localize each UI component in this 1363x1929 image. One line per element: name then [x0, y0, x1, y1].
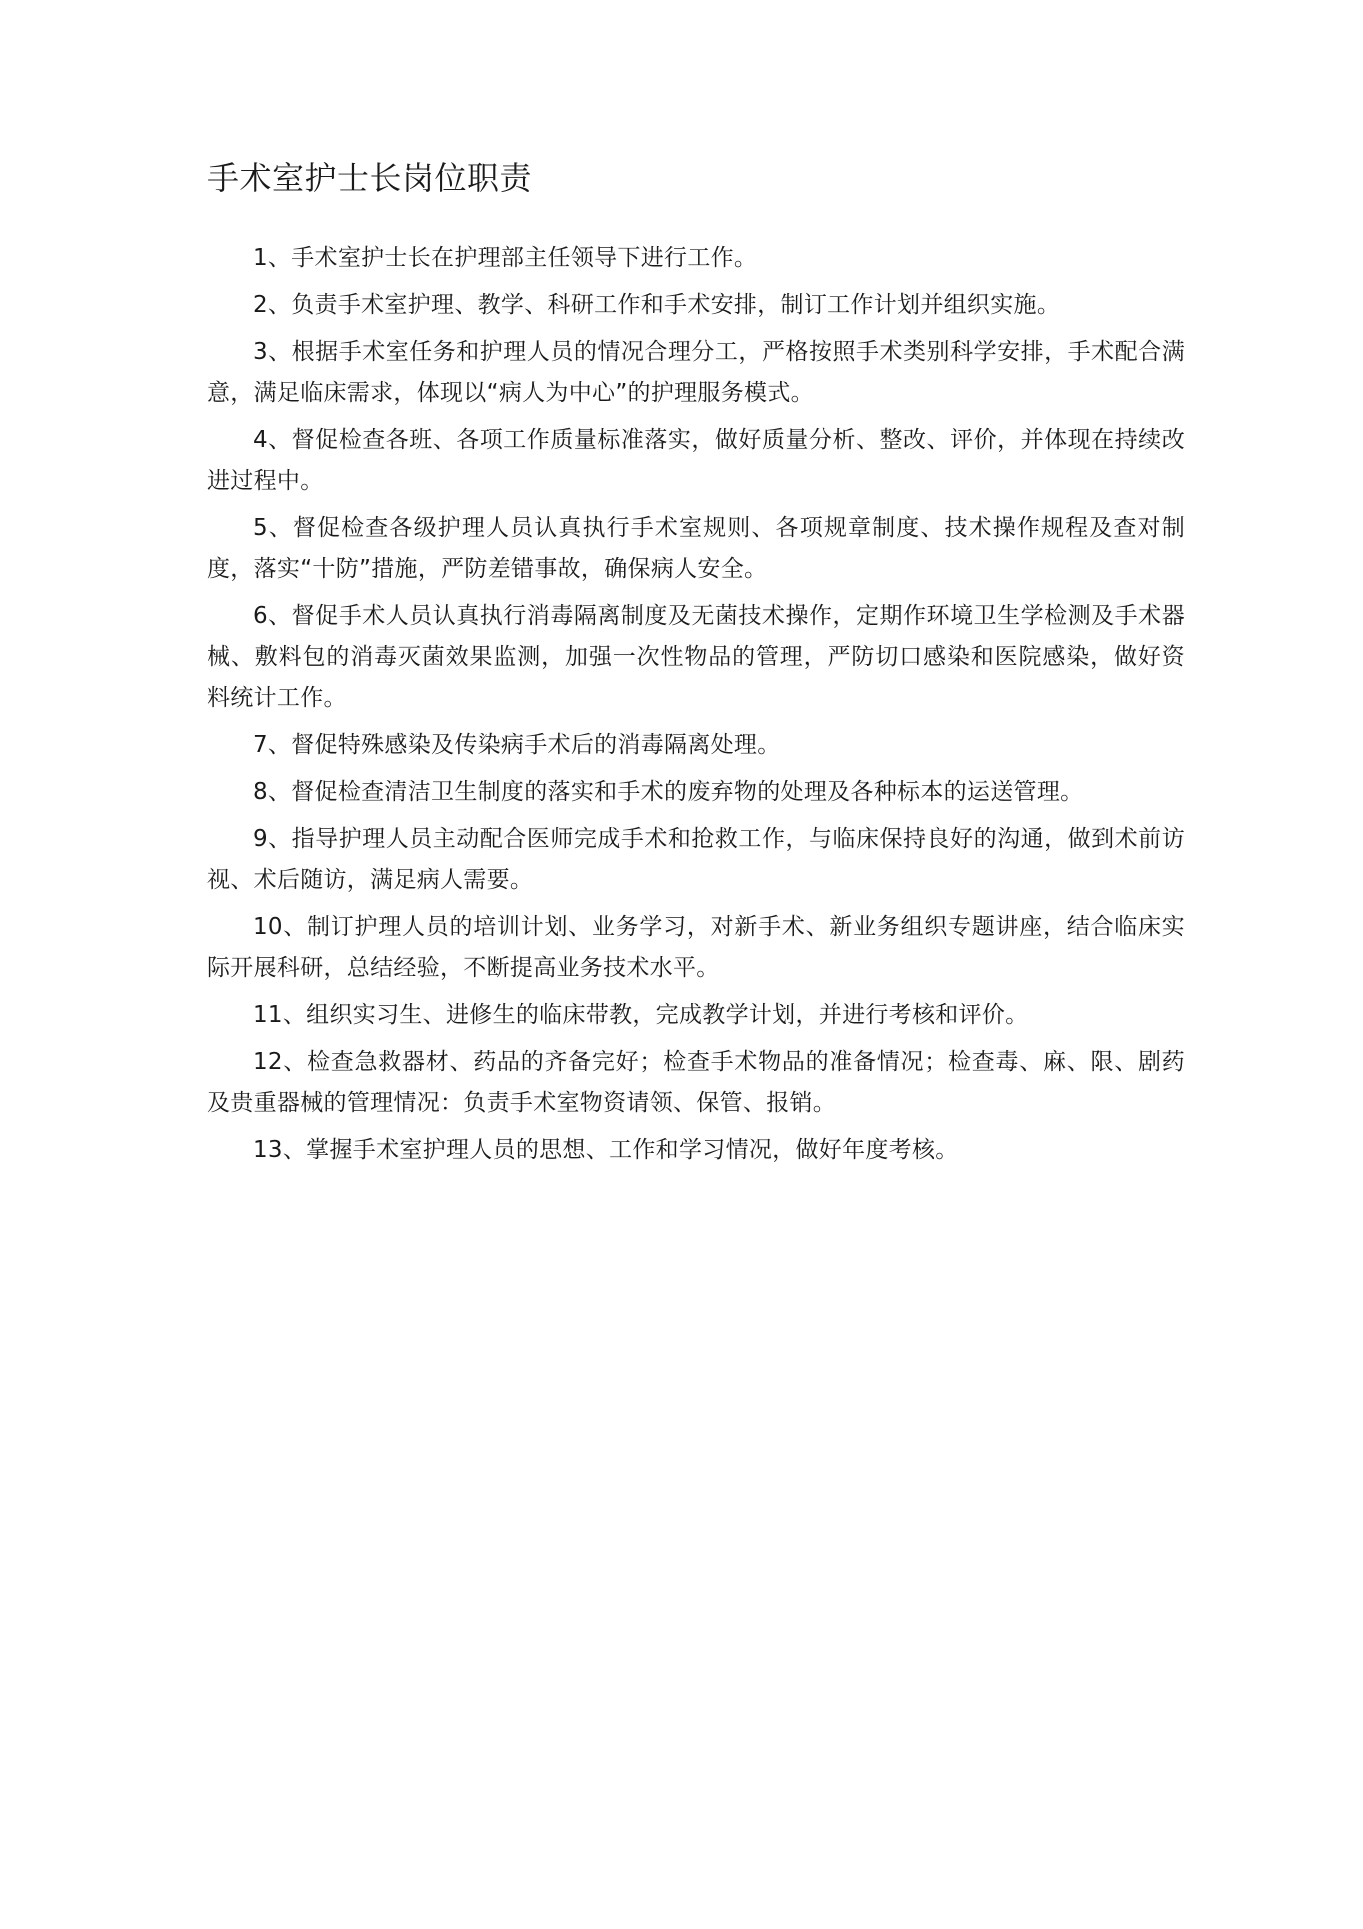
duty-item-6: 6、督促手术人员认真执行消毒隔离制度及无菌技术操作，定期作环境卫生学检测及手术器械、敷料包的消毒灭菌效果监测，加强一次性物品的管理，严防切口感染和医院感染，做好资料统计工作。 — [207, 603, 1185, 711]
duty-item-11: 11、组织实习生、进修生的临床带教，完成教学计划，并进行考核和评价。 — [253, 1002, 1029, 1028]
duty-list — [207, 238, 1185, 1177]
duty-item-4: 4、督促检查各班、各项工作质量标准落实，做好质量分析、整改、评价，并体现在持续改进过程中。 — [207, 427, 1185, 494]
duty-item-7: 7、督促特殊感染及传染病手术后的消毒隔离处理。 — [253, 732, 781, 758]
duty-item-1: 1、手术室护士长在护理部主任领导下进行工作。 — [253, 245, 758, 271]
duty-item-5: 5、督促检查各级护理人员认真执行手术室规则、各项规章制度、技术操作规程及查对制度，落实“十防”措施，严防差错事故，确保病人安全。 — [207, 515, 1185, 582]
duty-item-10: 10、制订护理人员的培训计划、业务学习，对新手术、新业务组织专题讲座，结合临床实际开展科研，总结经验，不断提高业务技术水平。 — [207, 914, 1185, 981]
duty-item-13: 13、掌握手术室护理人员的思想、工作和学习情况，做好年度考核。 — [253, 1137, 959, 1163]
duty-item-12: 12、检查急救器材、药品的齐备完好；检查手术物品的准备情况；检查毒、麻、限、剧药及贵重器械的管理情况：负责手术室物资请领、保管、报销。 — [207, 1049, 1185, 1116]
duty-item-3: 3、根据手术室任务和护理人员的情况合理分工，严格按照手术类别科学安排，手术配合满意，满足临床需求，体现以“病人为中心”的护理服务模式。 — [207, 339, 1185, 406]
duty-item-2: 2、负责手术室护理、教学、科研工作和手术安排，制订工作计划并组织实施。 — [253, 292, 1061, 318]
document-title: 手术室护士长岗位职责 — [207, 159, 533, 197]
duty-item-8: 8、督促检查清洁卫生制度的落实和手术的废弃物的处理及各种标本的运送管理。 — [253, 779, 1084, 805]
duty-item-9: 9、指导护理人员主动配合医师完成手术和抢救工作，与临床保持良好的沟通，做到术前访视、术后随访，满足病人需要。 — [207, 826, 1185, 893]
